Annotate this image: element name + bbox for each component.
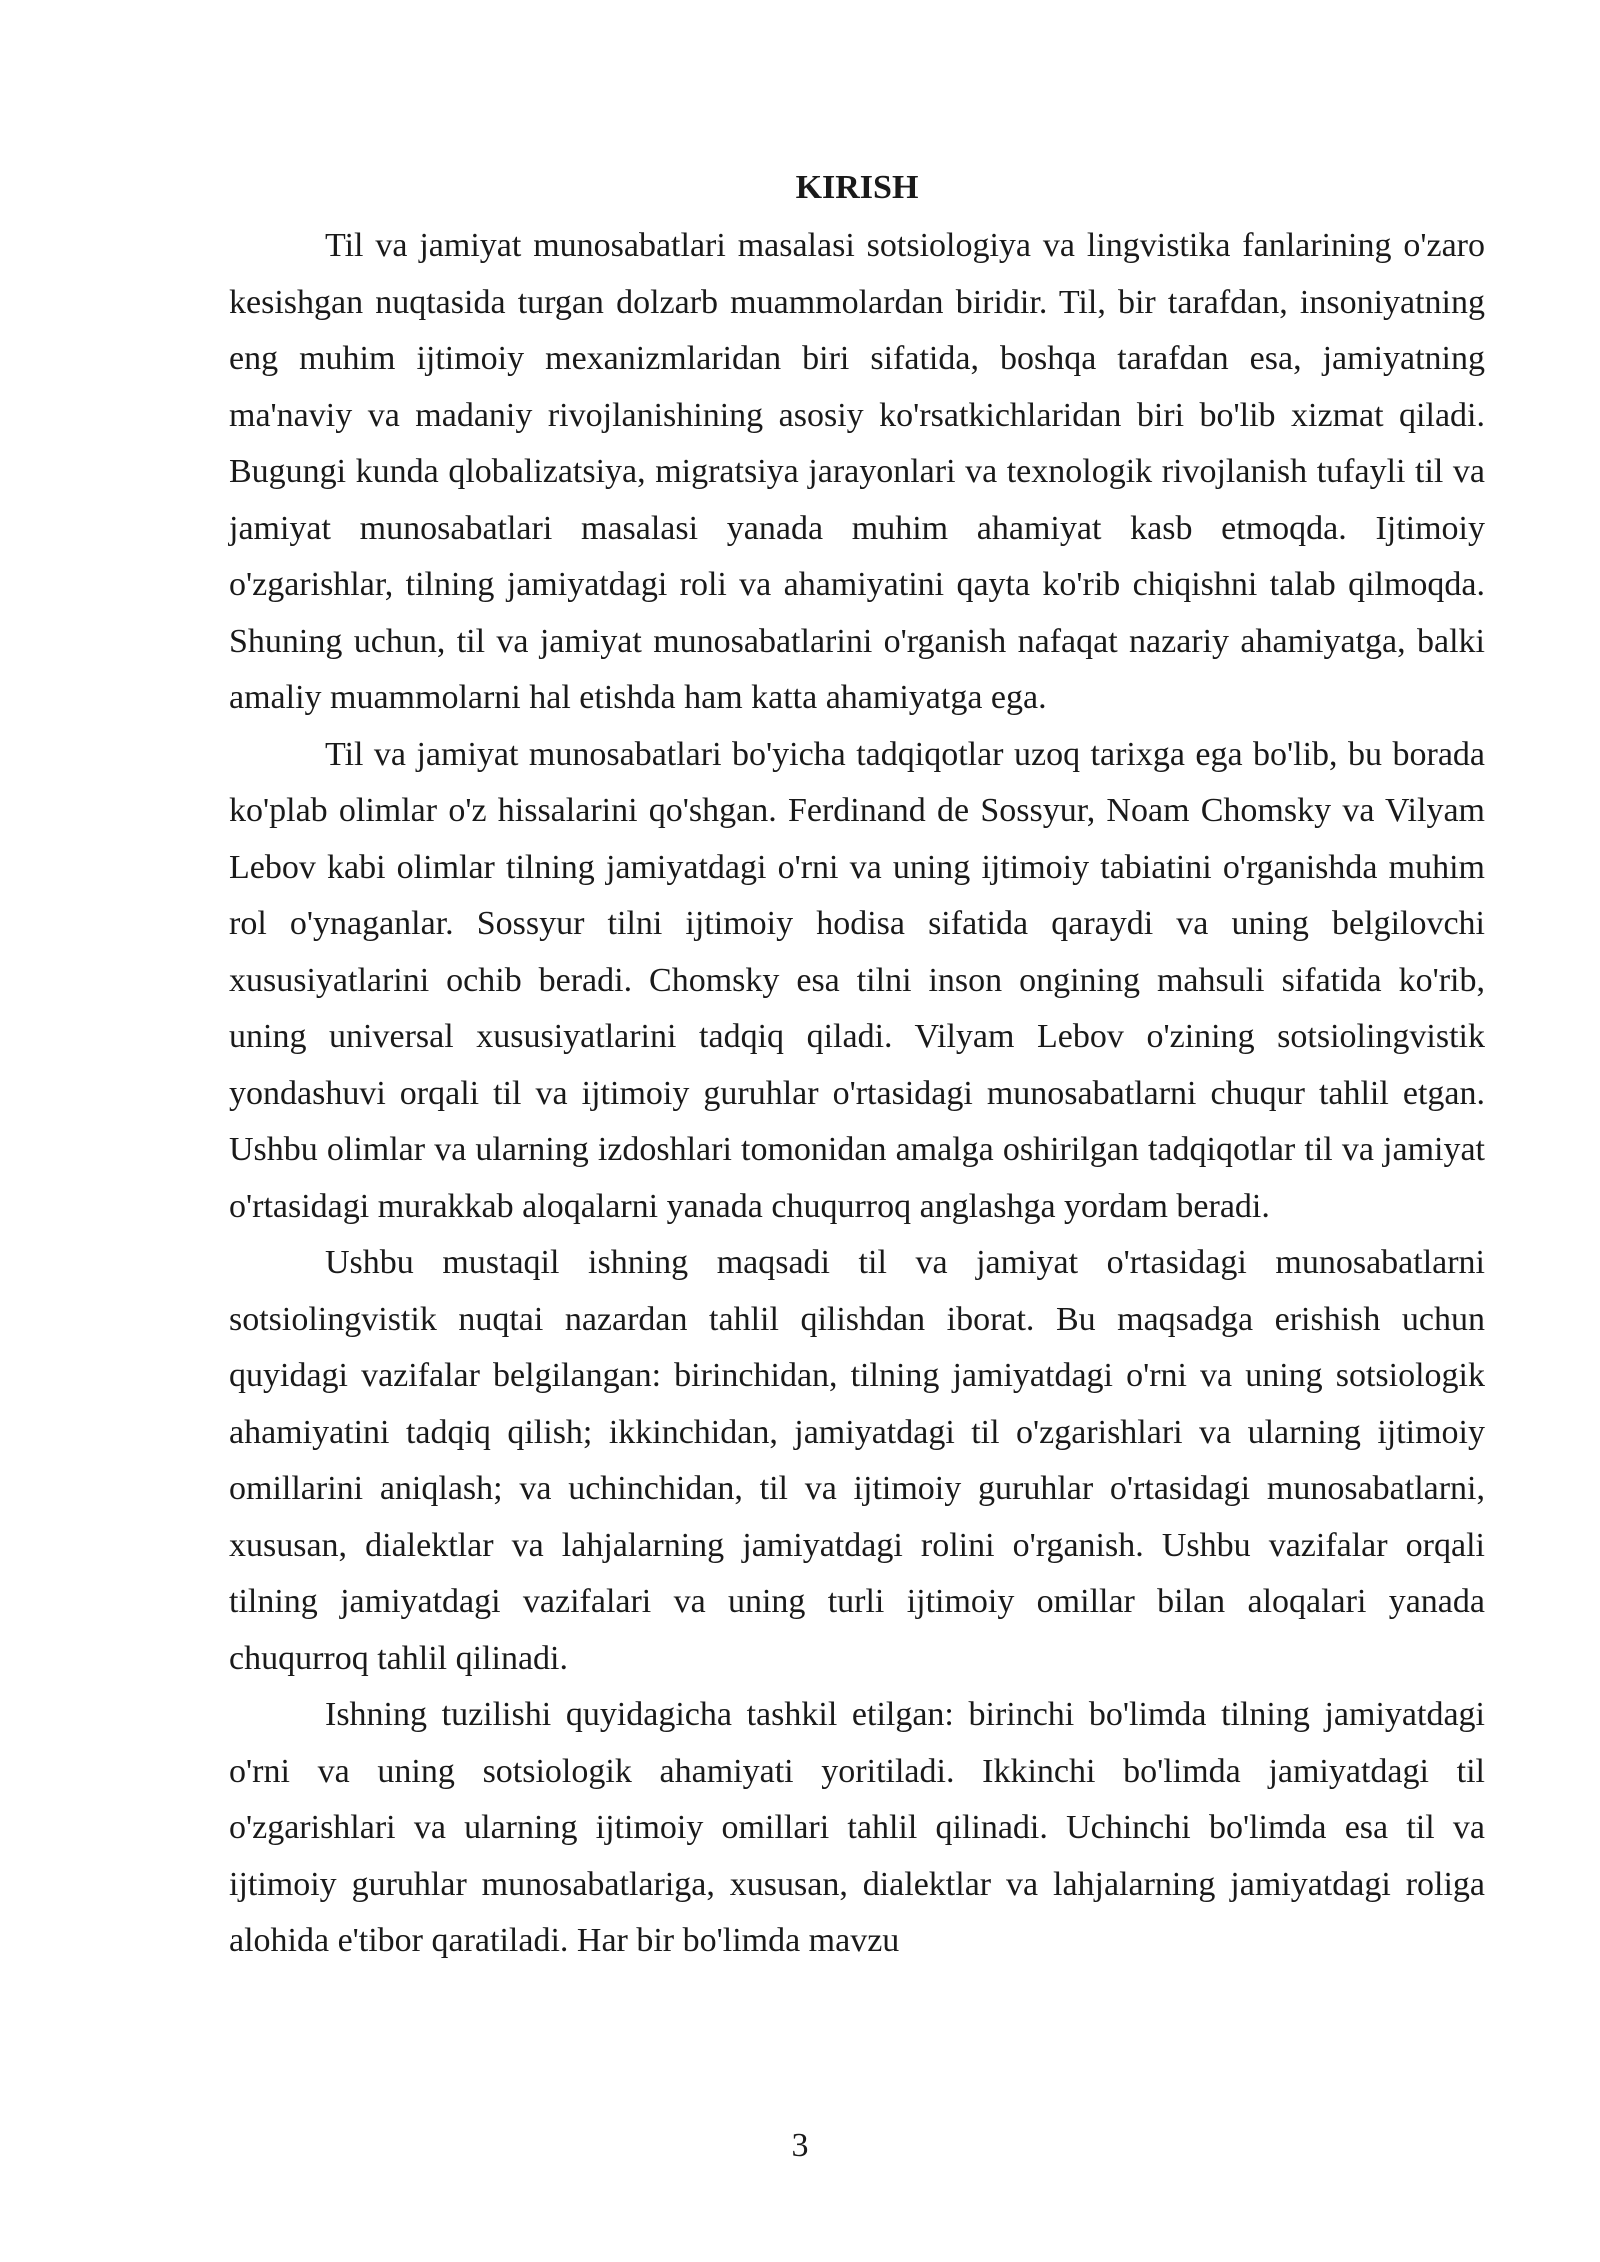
document-page <box>229 160 1485 1970</box>
paragraph-3: Ushbu mustaqil ishning maqsadi til va jamiyat o'rtasidagi munosabatlarni sotsiolingvistik nuqtai nazardan tahlil qilishdan iborat. Bu maqsadga erishish uchun quyidagi vazifalar belgilangan: birinchidan, tilning jamiyatdagi o'rni va uning sotsiologik ahamiyatini tadqiq qilish; ikkinchidan, jamiyatdagi til o'zgarishlari va ularning ijtimoiy omillarini aniqlash; va uchinchidan, til va ijtimoiy guruhlar o'rtasidagi munosabatlarni, xususan, dialektlar va lahjalarning jamiyatdagi rolini o'rganish. Ushbu vazifalar orqali tilning jamiyatdagi vazifalari va uning turli ijtimoiy omillar bilan aloqalari yanada chuqurroq tahlil qilinadi. <box>229 1244 1485 1677</box>
page-number: 3 <box>791 2127 809 2164</box>
paragraph-1: Til va jamiyat munosabatlari masalasi sotsiologiya va lingvistika fanlarining o'zaro kesishgan nuqtasida turgan dolzarb muammolardan biridir. Til, bir tarafdan, insoniyatning eng muhim ijtimoiy mexanizmlaridan biri sifatida, boshqa tarafdan esa, jamiyatning ma'naviy va madaniy rivojlanishining asosiy ko'rsatkichlaridan biri bo'lib xizmat qiladi. Bugungi kunda qlobalizatsiya, migratsiya jarayonlari va texnologik rivojlanish tufayli til va jamiyat munosabatlari masalasi yanada muhim ahamiyat kasb etmoqda. Ijtimoiy o'zgarishlar, tilning jamiyatdagi roli va ahamiyatini qayta ko'rib chiqishni talab qilmoqda. Shuning uchun, til va jamiyat munosabatlarini o'rganish nafaqat nazariy ahamiyatga, balki amaliy muammolarni hal etishda ham katta ahamiyatga ega. <box>229 227 1485 716</box>
paragraph-4: Ishning tuzilishi quyidagicha tashkil etilgan: birinchi bo'limda tilning jamiyatdagi o'rni va uning sotsiologik ahamiyati yoritiladi. Ikkinchi bo'limda jamiyatdagi til o'zgarishlari va ularning ijtimoiy omillari tahlil qilinadi. Uchinchi bo'limda esa til va ijtimoiy guruhlar munosabatlariga, xususan, dialektlar va lahjalarning jamiyatdagi roliga alohida e'tibor qaratiladi. Har bir bo'limda mavzu <box>229 1696 1485 1959</box>
paragraph-2: Til va jamiyat munosabatlari bo'yicha tadqiqotlar uzoq tarixga ega bo'lib, bu borada ko'plab olimlar o'z hissalarini qo'shgan. Ferdinand de Sossyur, Noam Chomsky va Vilyam Lebov kabi olimlar tilning jamiyatdagi o'rni va uning ijtimoiy tabiatini o'rganishda muhim rol o'ynaganlar. Sossyur tilni ijtimoiy hodisa sifatida qaraydi va uning belgilovchi xususiyatlarini ochib beradi. Chomsky esa tilni inson ongining mahsuli sifatida ko'rib, uning universal xususiyatlarini tadqiq qiladi. Vilyam Lebov o'zining sotsiolingvistik yondashuvi orqali til va ijtimoiy guruhlar o'rtasidagi munosabatlarni chuqur tahlil etgan. Ushbu olimlar va ularning izdoshlari tomonidan amalga oshirilgan tadqiqotlar til va jamiyat o'rtasidagi murakkab aloqalarni yanada chuqurroq anglashga yordam beradi. <box>229 735 1485 1225</box>
section-title: KIRISH <box>795 169 919 206</box>
